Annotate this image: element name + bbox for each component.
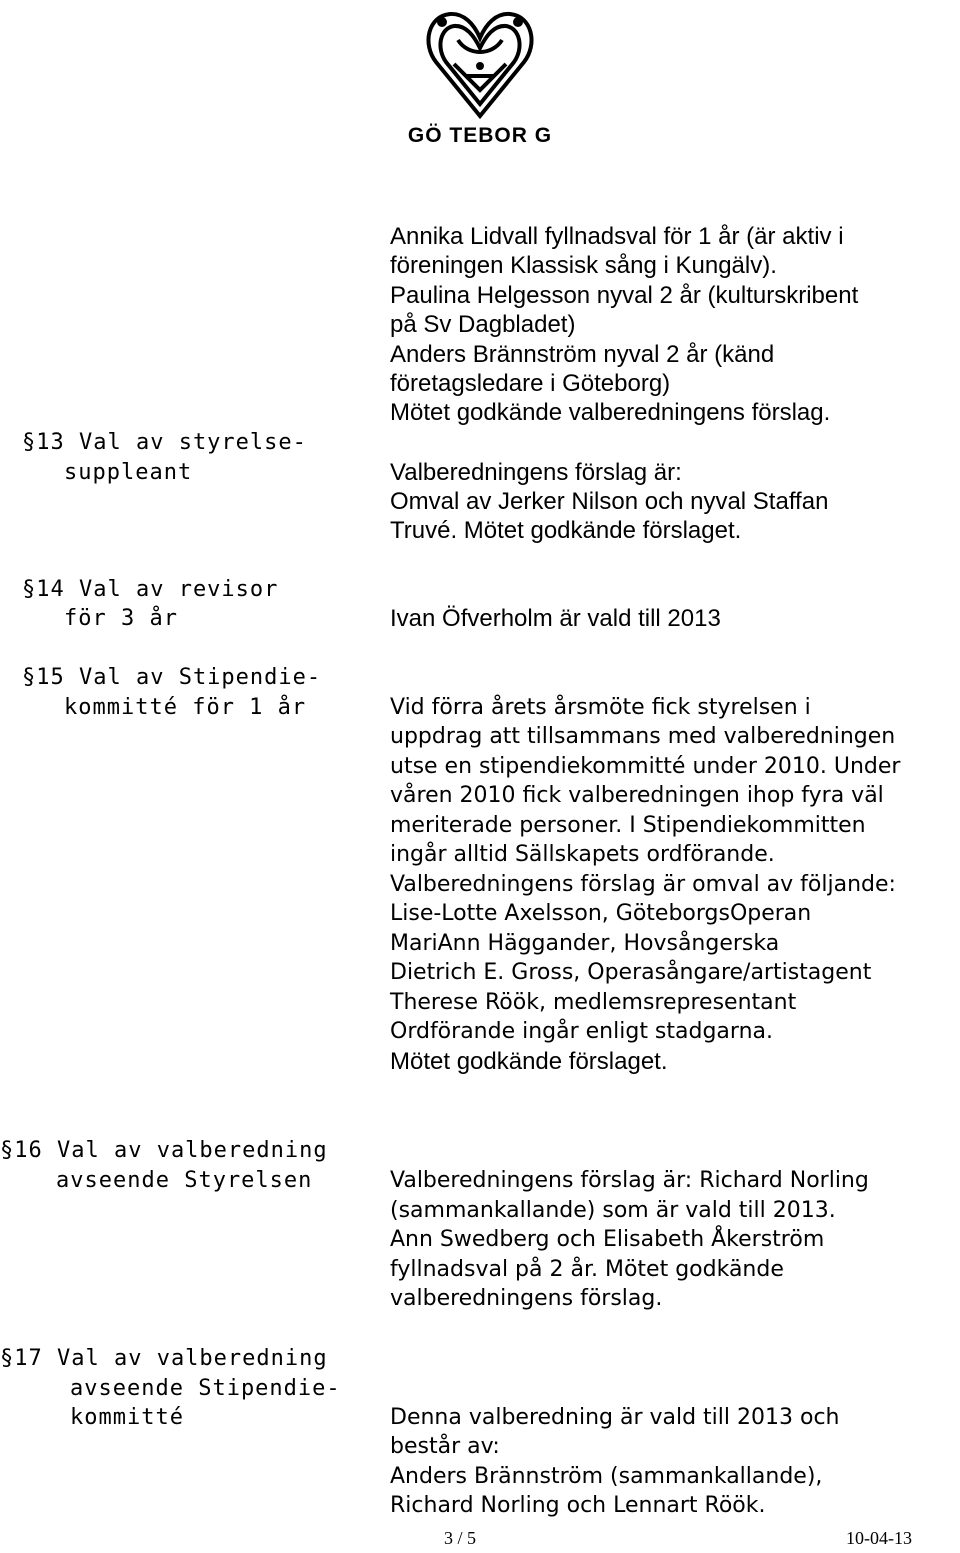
paragraph-line: Valberedningens förslag är: bbox=[390, 459, 682, 486]
paragraph-line: ingår alltid Sällskapets ordförande. bbox=[390, 842, 775, 867]
section-14-heading-line: för 3 år bbox=[64, 606, 178, 631]
paragraph-line: Mötet godkände valberedningens förslag. bbox=[390, 399, 831, 426]
paragraph-line: Dietrich E. Gross, Operasångare/artistagent bbox=[390, 960, 872, 985]
paragraph-line: Ivan Öfverholm är vald till 2013 bbox=[390, 605, 721, 632]
paragraph-line: uppdrag att tillsammans med valberedningen bbox=[390, 724, 896, 749]
page-number: 3 / 5 bbox=[444, 1528, 477, 1548]
paragraph-line: utse en stipendiekommitté under 2010. Under bbox=[390, 754, 901, 779]
paragraph-line: våren 2010 fick valberedningen ihop fyra väl bbox=[390, 783, 884, 808]
section-15-heading-line: kommitté för 1 år bbox=[64, 695, 307, 720]
paragraph-line: MariAnn Häggander, Hovsångerska bbox=[390, 931, 780, 956]
section-13-heading-line: §13 Val av styrelse- bbox=[22, 430, 307, 455]
paragraph-line: Mötet godkände förslaget. bbox=[390, 1048, 668, 1075]
paragraph-line: Therese Röök, medlemsrepresentant bbox=[390, 990, 797, 1015]
paragraph-line: Richard Norling och Lennart Röök. bbox=[390, 1493, 766, 1518]
paragraph-line: Valberedningens förslag är omval av följande: bbox=[390, 872, 896, 897]
paragraph-line: företagsledare i Göteborg) bbox=[390, 370, 671, 397]
brand-wordmark: GÖ TEBOR G bbox=[407, 124, 553, 147]
paragraph-line: Annika Lidvall fyllnadsval för 1 år (är aktiv i bbox=[390, 223, 844, 250]
section-17-heading-line: §17 Val av valberedning bbox=[0, 1346, 328, 1371]
footer-date: 10-04-13 bbox=[846, 1528, 912, 1548]
paragraph-line: Ordförande ingår enligt stadgarna. bbox=[390, 1019, 773, 1044]
paragraph-line: fyllnadsval på 2 år. Mötet godkände bbox=[390, 1257, 784, 1282]
paragraph-line: (sammankallande) som är vald till 2013. bbox=[390, 1198, 836, 1223]
paragraph-line: Lise-Lotte Axelsson, GöteborgsOperan bbox=[390, 901, 812, 926]
paragraph-line: Denna valberedning är vald till 2013 och bbox=[390, 1405, 840, 1430]
society-logo-emblem bbox=[418, 4, 542, 124]
paragraph-line: består av: bbox=[390, 1434, 500, 1459]
section-17-heading-line: avseende Stipendie- bbox=[70, 1376, 341, 1401]
section-17-heading-line: kommitté bbox=[70, 1405, 184, 1430]
paragraph-line: Ann Swedberg och Elisabeth Åkerström bbox=[390, 1227, 825, 1252]
paragraph-line: Vid förra årets årsmöte fick styrelsen i bbox=[390, 695, 811, 720]
paragraph-line: Truvé. Mötet godkände förslaget. bbox=[390, 517, 742, 544]
section-14-heading-line: §14 Val av revisor bbox=[22, 577, 279, 602]
section-13-heading-line: suppleant bbox=[64, 460, 193, 485]
section-15-heading-line: §15 Val av Stipendie- bbox=[22, 665, 322, 690]
section-16-heading-line: avseende Styrelsen bbox=[56, 1168, 313, 1193]
paragraph-line: Anders Brännström (sammankallande), bbox=[390, 1464, 823, 1489]
paragraph-line: Omval av Jerker Nilson och nyval Staffan bbox=[390, 488, 829, 515]
paragraph-line: Paulina Helgesson nyval 2 år (kulturskribent bbox=[390, 282, 859, 309]
paragraph-line: valberedningens förslag. bbox=[390, 1286, 663, 1311]
paragraph-line: Anders Brännström nyval 2 år (känd bbox=[390, 341, 775, 368]
paragraph-line: meriterade personer. I Stipendiekommitten bbox=[390, 813, 866, 838]
paragraph-line: föreningen Klassisk sång i Kungälv). bbox=[390, 252, 777, 279]
paragraph-line: på Sv Dagbladet) bbox=[390, 311, 576, 338]
paragraph-line: Valberedningens förslag är: Richard Norling bbox=[390, 1168, 869, 1193]
section-16-heading-line: §16 Val av valberedning bbox=[0, 1138, 328, 1163]
